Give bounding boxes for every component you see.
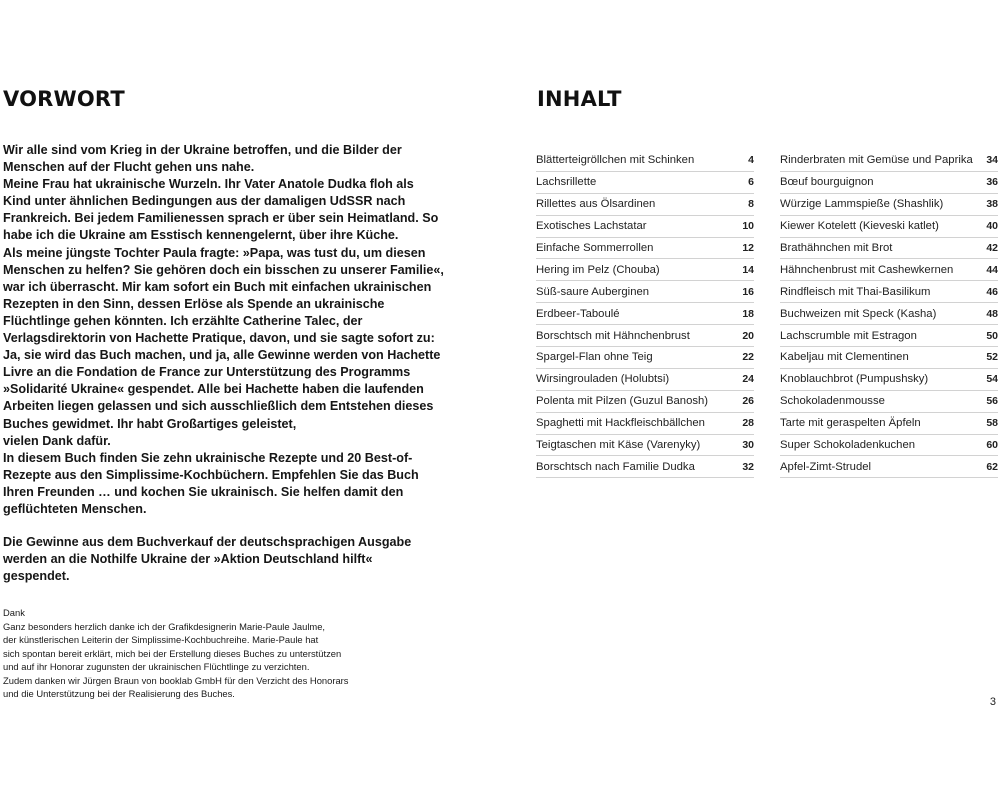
toc-entry[interactable] bbox=[536, 172, 754, 194]
toc-entry-page: 56 bbox=[986, 395, 998, 408]
toc-entry[interactable] bbox=[780, 456, 998, 478]
toc-entry[interactable] bbox=[780, 369, 998, 391]
thanks-label: Dank bbox=[3, 607, 25, 618]
page-number: 3 bbox=[989, 696, 996, 708]
toc-entry-title: Rinderbraten mit Gemüse und Paprika bbox=[780, 154, 973, 167]
toc-entry-title: Lachscrumble mit Estragon bbox=[780, 329, 917, 342]
toc-entry-title: Knoblauchbrot (Pumpushsky) bbox=[780, 373, 929, 386]
toc-entry[interactable] bbox=[780, 347, 998, 369]
toc-entry-page: 34 bbox=[986, 154, 998, 167]
foreword-line: Wir alle sind vom Krieg in der Ukraine betroffen, und die Bilder der bbox=[3, 143, 402, 157]
thanks-line: der künstlerischen Leiterin der Simplissime-Kochbuchreihe. Marie-Paule hat bbox=[3, 634, 319, 645]
toc-entry-page: 22 bbox=[742, 351, 754, 364]
thanks-line: sich spontan bereit erklärt, mich bei der Erstellung dieses Buches zu unterstützen bbox=[3, 647, 342, 659]
toc-entry-title: Hähnchenbrust mit Cashewkernen bbox=[780, 263, 954, 276]
toc-entry-title: Borschtsch nach Familie Dudka bbox=[536, 460, 695, 473]
toc-entry-page: 8 bbox=[748, 198, 754, 211]
toc-entry-page: 58 bbox=[986, 417, 998, 430]
toc-column-right bbox=[780, 150, 998, 478]
toc-entry-title: Süß-saure Auberginen bbox=[536, 285, 650, 298]
foreword-line: Rezepte aus den Simplissime-Kochbüchern. Empfehlen Sie das Buch bbox=[3, 467, 419, 482]
toc-entry-page: 40 bbox=[986, 220, 998, 233]
foreword-line: Als meine jüngste Tochter Paula fragte: »Papa, was tust du, um diesen bbox=[3, 245, 426, 260]
toc-entry[interactable] bbox=[536, 347, 754, 369]
toc-entry-title: Borschtsch mit Hähnchenbrust bbox=[536, 329, 690, 342]
toc-entry-page: 38 bbox=[986, 198, 998, 211]
toc-entry-title: Blätterteigröllchen mit Schinken bbox=[536, 154, 695, 167]
toc-entry[interactable] bbox=[780, 259, 998, 281]
foreword-line: Arbeiten liegen gelassen und sich ausschließlich dem Entstehen dieses bbox=[3, 399, 434, 414]
toc-entry-title: Rindfleisch mit Thai-Basilikum bbox=[780, 285, 931, 298]
toc-entry[interactable] bbox=[536, 150, 754, 172]
foreword-line: Flüchtlinge gehen könnten. Ich erzählte Catherine Talec, der bbox=[3, 313, 363, 328]
foreword-line: »Solidarité Ukraine« gespendet. Alle bei Hachette haben die laufenden bbox=[3, 382, 424, 397]
toc-entry[interactable] bbox=[536, 259, 754, 281]
foreword-line: Rezepten in den Sinn, dessen Erlöse als Spende an ukrainische bbox=[3, 296, 385, 311]
toc-entry[interactable] bbox=[536, 391, 754, 413]
donation-line: werden an die Nothilfe Ukraine der »Aktion Deutschland hilft« bbox=[3, 552, 373, 567]
toc-entry-title: Brathähnchen mit Brot bbox=[780, 242, 893, 254]
toc-entry-page: 4 bbox=[748, 154, 754, 167]
toc-entry-title: Teigtaschen mit Käse (Varenyky) bbox=[536, 439, 701, 452]
toc-entry-page: 32 bbox=[742, 460, 754, 473]
toc-entry-page: 20 bbox=[742, 329, 754, 342]
thanks-line: und auf ihr Honorar zugunsten der ukrainischen Flüchtlinge zu verzichten. bbox=[3, 661, 310, 672]
paragraph-gap bbox=[3, 518, 448, 534]
toc-entry-title: Buchweizen mit Speck (Kasha) bbox=[780, 307, 937, 320]
toc-entry-page: 48 bbox=[986, 307, 998, 320]
toc-entry-title: Wirsingrouladen (Holubtsi) bbox=[536, 373, 670, 386]
toc-entry-page: 36 bbox=[986, 176, 998, 189]
toc-entry-page: 18 bbox=[742, 307, 754, 320]
foreword-line: Kind unter ähnlichen Bedingungen aus der damaligen UdSSR nach bbox=[3, 194, 406, 209]
toc-entry-title: Hering im Pelz (Chouba) bbox=[536, 263, 660, 276]
foreword-line: Verlagsdirektorin von Hachette Pratique, davon, und sie sagte sofort zu: bbox=[3, 331, 435, 346]
toc-entry-title: Spaghetti mit Hackfleischbällchen bbox=[536, 417, 705, 430]
foreword-line: Ja, sie wird das Buch machen, und ja, alle Gewinne werden von Hachette bbox=[3, 348, 441, 363]
foreword-body bbox=[3, 142, 448, 585]
foreword-line: vielen Dank dafür. bbox=[3, 433, 111, 448]
toc-entry-page: 26 bbox=[742, 395, 754, 408]
toc-entry-title: Rillettes aus Ölsardinen bbox=[536, 198, 656, 211]
toc-entry-page: 12 bbox=[742, 242, 754, 254]
foreword-line: Menschen zu helfen? Sie gehören doch ein bisschen zu unserer Familie«, bbox=[3, 262, 444, 277]
toc-entry[interactable] bbox=[780, 172, 998, 194]
toc-entry[interactable] bbox=[536, 435, 754, 457]
toc-entry-page: 60 bbox=[986, 439, 998, 452]
toc-entry[interactable] bbox=[780, 194, 998, 216]
toc-entry-page: 10 bbox=[742, 220, 754, 233]
toc-entry-title: Einfache Sommerrollen bbox=[536, 242, 654, 254]
toc-entry[interactable] bbox=[780, 303, 998, 325]
thanks-line: Zudem danken wir Jürgen Braun von booklab GmbH für den Verzicht des Honorars bbox=[3, 674, 349, 686]
toc-entry-page: 46 bbox=[986, 285, 998, 298]
toc-entry-page: 30 bbox=[742, 439, 754, 452]
toc-entry[interactable] bbox=[536, 369, 754, 391]
toc-entry-page: 52 bbox=[986, 351, 998, 364]
toc-entry[interactable] bbox=[780, 325, 998, 347]
toc-entry-title: Kiewer Kotelett (Kieveski katlet) bbox=[780, 220, 939, 233]
toc-entry-title: Spargel-Flan ohne Teig bbox=[536, 351, 653, 364]
foreword-line: Frankreich. Bei jedem Familienessen sprach er über sein Heimatland. So bbox=[3, 211, 439, 226]
donation-note bbox=[3, 534, 448, 585]
toc-entry-title: Exotisches Lachstatar bbox=[536, 220, 647, 233]
toc-entry[interactable] bbox=[536, 238, 754, 260]
donation-line: Die Gewinne aus dem Buchverkauf der deutschsprachigen Ausgabe bbox=[3, 535, 412, 550]
toc-entry-page: 14 bbox=[742, 263, 754, 276]
toc-entry-title: Apfel-Zimt-Strudel bbox=[780, 460, 872, 473]
toc-column-left bbox=[536, 150, 754, 478]
toc-entry-title: Schokoladenmousse bbox=[780, 395, 885, 408]
toc-entry-page: 6 bbox=[748, 176, 754, 189]
acknowledgements bbox=[3, 606, 423, 701]
foreword-text bbox=[3, 142, 448, 518]
toc-entry-title: Kabeljau mit Clementinen bbox=[780, 351, 909, 364]
foreword-line: Menschen auf der Flucht gehen uns nahe. bbox=[3, 160, 255, 175]
foreword-line: Livre an die Fondation de France zur Unterstützung des Programms bbox=[3, 365, 411, 380]
toc-entry[interactable] bbox=[536, 413, 754, 435]
toc-entry[interactable] bbox=[780, 435, 998, 457]
donation-line: gespendet. bbox=[3, 569, 70, 584]
foreword-line: Buches gewidmet. Ihr habt Großartiges geleistet, bbox=[3, 416, 297, 431]
foreword-line: Ihren Freunden … und kochen Sie ukrainisch. Sie helfen damit den bbox=[3, 484, 404, 499]
foreword-line: In diesem Buch finden Sie zehn ukrainische Rezepte und 20 Best-of- bbox=[3, 450, 413, 465]
toc-entry[interactable] bbox=[536, 303, 754, 325]
thanks-text bbox=[3, 620, 423, 701]
toc-entry-title: Polenta mit Pilzen (Guzul Banosh) bbox=[536, 395, 709, 408]
toc-entry[interactable] bbox=[536, 194, 754, 216]
toc-entry-page: 28 bbox=[742, 417, 754, 430]
toc-entry-title: Erdbeer-Taboulé bbox=[536, 307, 620, 320]
toc-entry[interactable] bbox=[536, 325, 754, 347]
toc-entry-title: Tarte mit geraspelten Äpfeln bbox=[780, 417, 921, 430]
toc-entry-page: 54 bbox=[986, 373, 998, 386]
foreword-line: geflüchteten Menschen. bbox=[3, 501, 147, 516]
toc-entry-title: Super Schokoladenkuchen bbox=[780, 439, 916, 452]
toc-entry-page: 24 bbox=[742, 373, 754, 386]
toc-entry[interactable] bbox=[780, 413, 998, 435]
toc-entry[interactable] bbox=[536, 216, 754, 238]
toc-entry-page: 62 bbox=[986, 460, 998, 473]
thanks-line: Ganz besonders herzlich danke ich der Grafikdesignerin Marie-Paule Jaulme, bbox=[3, 620, 326, 632]
foreword-line: war ich überrascht. Mir kam sofort ein Buch mit einfachen ukrainischen bbox=[3, 279, 432, 294]
toc-entry-title: Bœuf bourguignon bbox=[780, 176, 874, 189]
toc-entry-page: 42 bbox=[986, 242, 998, 254]
foreword-line: habe ich die Ukraine am Esstisch kennengelernt, über ihre Küche. bbox=[3, 228, 399, 243]
toc-entry[interactable] bbox=[780, 391, 998, 413]
toc-entry[interactable] bbox=[536, 456, 754, 478]
toc-entry-page: 44 bbox=[986, 263, 998, 276]
toc-entry[interactable] bbox=[780, 238, 998, 260]
foreword-line: Meine Frau hat ukrainische Wurzeln. Ihr Vater Anatole Dudka floh als bbox=[3, 177, 414, 192]
toc-entry[interactable] bbox=[780, 150, 998, 172]
toc-entry-title: Würzige Lammspieße (Shashlik) bbox=[780, 198, 944, 211]
foreword-heading: VORWORT bbox=[3, 87, 125, 111]
toc-entry[interactable] bbox=[780, 281, 998, 303]
toc-entry-page: 16 bbox=[742, 285, 754, 298]
toc-entry[interactable] bbox=[780, 216, 998, 238]
toc-entry-title: Lachsrillette bbox=[536, 176, 597, 189]
toc-entry-page: 50 bbox=[986, 329, 998, 342]
thanks-line: und die Unterstützung bei der Realisierung des Buches. bbox=[3, 688, 235, 699]
contents-heading: INHALT bbox=[537, 87, 622, 111]
toc-entry[interactable] bbox=[536, 281, 754, 303]
